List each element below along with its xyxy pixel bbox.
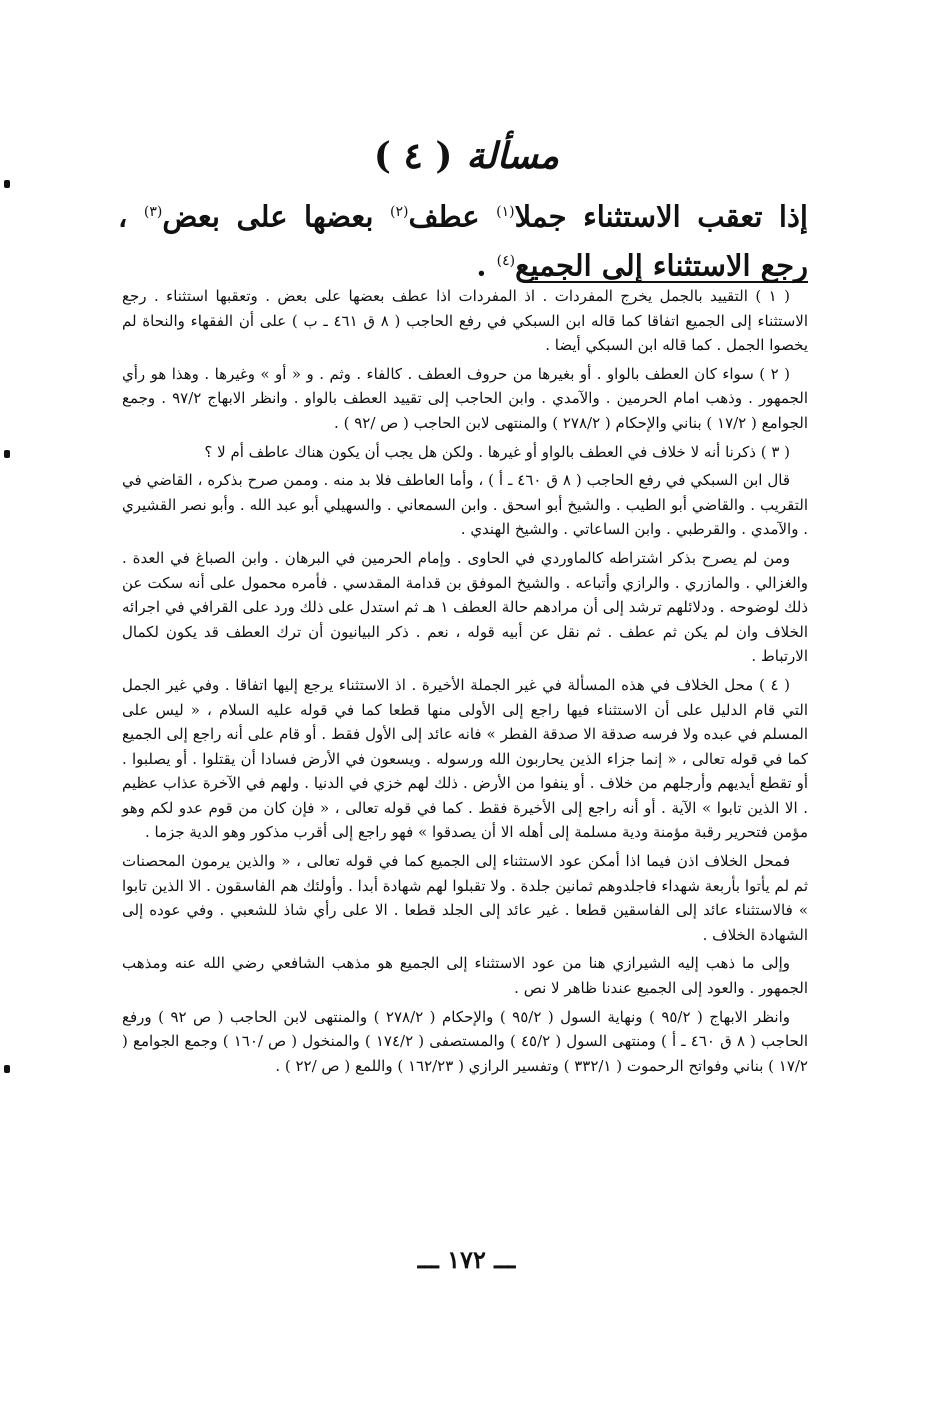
issue-title [118,190,808,287]
footnote-3: ( ٣ ) ذكرنا أنه لا خلاف في العطف بالواو أو غيرها . ولكن هل يجب أن يكون هناك عاطف أم لا ؟ [204,442,790,461]
title-part: عطف [408,199,480,234]
title-part: إذا تعقب الاستثناء جملا [514,199,808,234]
footnotes [122,284,808,1082]
footnote-4-cont: فمحل الخلاف اذن فيما اذا أمكن عود الاستثناء إلى الجميع كما في قوله تعالى ، « والذين يرمون المحصنات ثم لم يأتوا بأربعة شهداء فاجلدوهم ثمانين جلدة . ولا تقبلوا لهم شهادة أبدا . وأولئك هم الفاسقون . الا الذين تابوا » فالاستثناء عائد إلى الفاسقين قطعا . غير عائد إلى الجلد قطعا . الا على رأي شاذ للشعبي . وفي عوده إلى الشهادة الخلاف . [122,852,808,944]
page-number: ـــ ١٧٢ ـــ [417,1245,516,1274]
footnote-ref-1: (١) [496,204,515,220]
footnote-references: وانظر الابهاج ( ٩٥/٢ ) ونهاية السول ( ٩٥/٢ ) والإحكام ( ٢٧٨/٢ ) والمنتهى لابن الحاجب ( ص ٩٢ ) ورفع الحاجب ( ٨ ق ٤٦٠ ـ أ ) ومنتهى السول ( ٤٥/٢ ) والمستصفى ( ١٧٤/٢ ) والمنخول ( ص /١٦٠ ) وجمع الجوامع ( ١٧/٢ ) بناني وفواتح الرحموت ( ٣٣٢/١ ) وتفسير الرازي ( ١٦٢/٢٣ ) واللمع ( ص /٢٢ ) . [122,1007,808,1075]
margin-mark [4,180,10,188]
footnote-2: ( ٢ ) سواء كان العطف بالواو . أو بغيرها من حروف العطف . كالفاء . وثم . و « أو » وغيرها . وهذا هو رأي الجمهور . وذهب امام الحرمين . والآمدي . وابن الحاجب إلى تقييد العطف بالواو . وانظر الابهاج ٩٧/٢ . وجمع الجوامع ( ١٧/٢ ) بناني والإحكام ( ٢٧٨/٢ ) والمنتهى لابن الحاجب ( ص /٩٢ ) . [122,364,808,432]
footnote-ref-2: (٢) [389,204,409,220]
issue-heading [0,126,933,186]
margin-mark [4,450,10,458]
footnote-ref-4: (٤) [496,252,516,269]
title-part: ، رجع الاستثناء إلى الجميع [118,199,808,283]
title-part: . [476,248,487,283]
footnote-divider [523,281,808,283]
footnote-3-cont: قال ابن السبكي في رفع الحاجب ( ٨ ق ٤٦٠ ـ أ ) ، وأما العاطف فلا بد منه . وممن صرح بذكره ، القاضي في التقريب . والقاضي أبو الطيب . والشيخ أبو اسحق . وابن السمعاني . والسهيلي أبو عبد الله . وأبو نصر القشيري . والآمدي . والقرطبي . وابن الساعاتي . والشيخ الهندي . [122,471,808,539]
footnote-3-cont: ومن لم يصرح بذكر اشتراطه كالماوردي في الحاوى . وإمام الحرمين في البرهان . وابن الصباغ في العدة . والغزالي . والمازري . والرازي وأتباعه . والشيخ الموفق بن قدامة المقدسي . فأمره محمول على أنه سكت عن ذلك لوضوحه . ودلائلهم ترشد إلى أن مرادهم حالة العطف ١ هـ ثم استدل على ذلك ورد على القرافي في اجرائه الخلاف وان لم يكن ثم عطف . ثم نقل عن أبيه قوله ، نعم . ذكر البيانيون أن ترك العطف قد يكون لكمال الارتباط . [122,548,808,666]
issue-heading-word: مسألة [466,135,560,177]
issue-heading-number: ( ٤ ) [373,135,453,177]
footnote-4: ( ٤ ) محل الخلاف في هذه المسألة في غير الجملة الأخيرة . اذ الاستثناء يرجع إليها اتفاقا . وفي غير الجمل التي قام الدليل على أن الاستثناء فيها راجع إلى الأولى منها قطعا كما في قوله عليه السلام ، « ليس على المسلم في عبده ولا فرسه صدقة الا صدقة الفطر » فانه عائد إلى الأول فقط . أو قام على أنه راجع إلى الجميع كما في قوله تعالى ، « إنما جزاء الذين يحاربون الله ورسوله . ويسعون في الأرض فسادا أن يقتلوا . أو يصلبوا . أو تقطع أيديهم وأرجلهم من خلاف . أو ينفوا من الأرض . ذلك لهم خزي في الدنيا . ولهم في الآخرة عذاب عظيم . الا الذين تابوا » الآية . أو أنه راجع إلى الأخيرة فقط . كما في قوله تعالى ، « فإن كان من قوم عدو لكم وهو مؤمن فتحرير رقبة مؤمنة ودية مسلمة إلى أهله الا أن يصدقوا » فهو راجع إلى أقرب مذكور وهو الدية جزما . [122,675,808,842]
margin-mark [4,1065,10,1073]
footnote-1: ( ١ ) التقييد بالجمل يخرج المفردات . اذ المفردات اذا عطف بعضها على بعض . وتعقبها استثناء . رجع الاستثناء إلى الجميع اتفاقا كما قاله ابن السبكي في رفع الحاجب ( ٨ ق ٤٦١ ـ ب ) على أن الفقهاء والنحاة لم يخصوا الجمل . كما قاله ابن السبكي أيضا . [122,287,808,355]
footnote-ref-3: (٣) [143,204,163,220]
footnote-4-cont: وإلى ما ذهب إليه الشيرازي هنا من عود الاستثناء إلى الجميع هو مذهب الشافعي رضي الله عنه ومذهب الجمهور . والعود إلى الجميع عندنا ظاهر لا نص . [122,954,808,998]
title-part: بعضها على بعض [162,199,374,234]
